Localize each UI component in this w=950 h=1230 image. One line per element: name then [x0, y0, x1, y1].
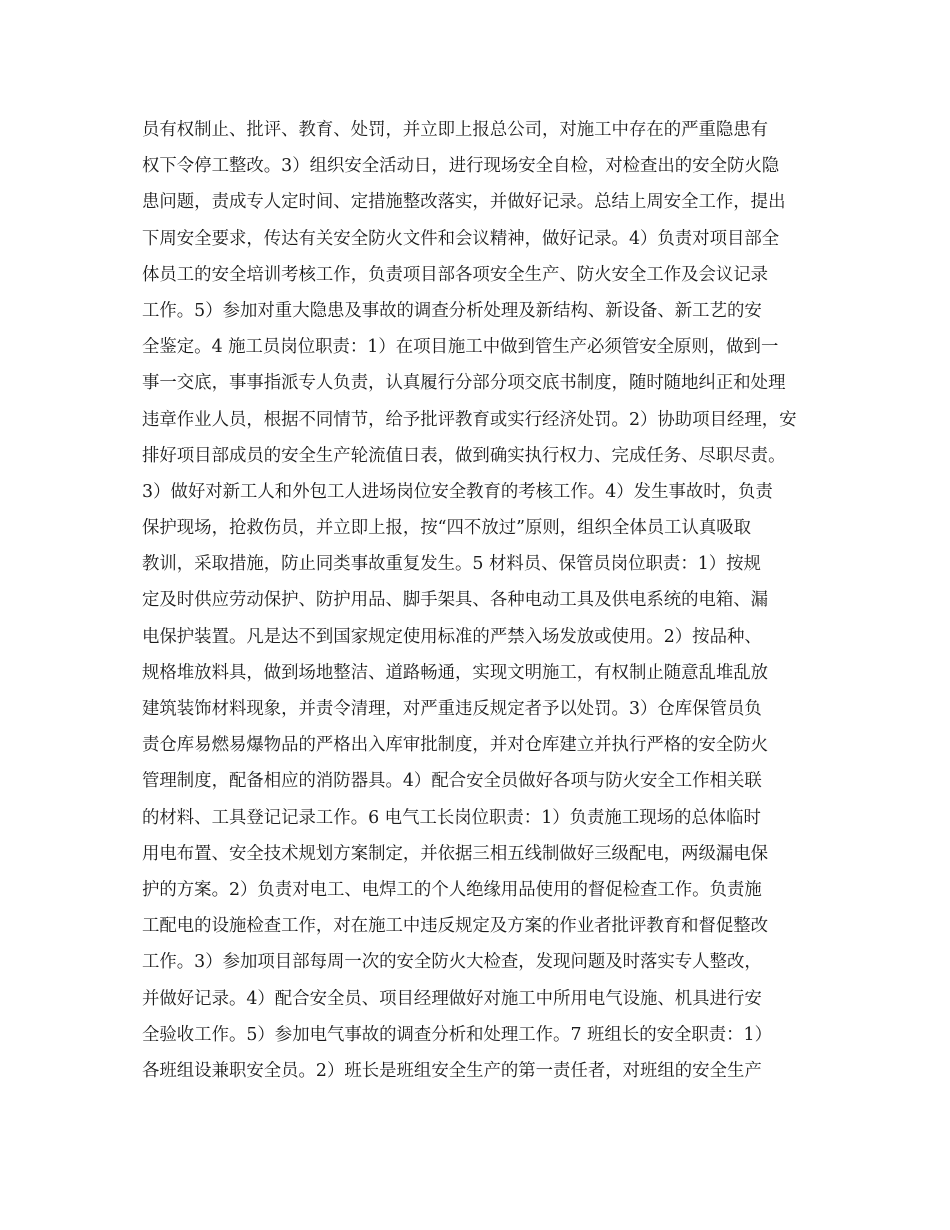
text-line: 责仓库易燃易爆物品的严格出入库审批制度，并对仓库建立并执行严格的安全防火 [142, 735, 769, 756]
text-line: 下周安全要求，传达有关安全防火文件和会议精神，做好记录。4）负责对项目部全 [142, 228, 780, 249]
text-line: 保护现场，抢救伤员，并立即上报，按“四不放过”原则，组织全体员工认真吸取 [142, 518, 752, 539]
body-text [142, 112, 842, 1089]
text-line: 全验收工作。5）参加电气事故的调查分析和处理工作。7 班组长的安全职责：1） [142, 1024, 773, 1045]
text-line: 患问题，责成专人定时间、定措施整改落实，并做好记录。总结上周安全工作，提出 [142, 192, 786, 213]
text-line: 工作。5）参加对重大隐患及事故的调查分析处理及新结构、新设备、新工艺的安 [142, 300, 762, 321]
text-line: 并做好记录。4）配合安全员、项目经理做好对施工中所用电气设施、机具进行安 [142, 988, 762, 1009]
text-line: 护的方案。2）负责对电工、电焊工的个人绝缘用品使用的督促检查工作。负责施 [142, 879, 762, 900]
text-line: 电保护装置。凡是达不到国家规定使用标准的严禁入场发放或使用。2）按品种、 [142, 626, 762, 647]
text-line: 管理制度，配备相应的消防器具。4）配合安全员做好各项与防火安全工作相关联 [142, 771, 762, 792]
text-line: 教训，采取措施，防止同类事故重复发生。5 材料员、保管员岗位职责：1）按规 [142, 554, 761, 575]
text-line: 定及时供应劳动保护、防护用品、脚手架具、各种电动工具及供电系统的电箱、漏 [142, 590, 769, 611]
text-line: 事一交底，事事指派专人负责，认真履行分部分项交底书制度，随时随地纠正和处理 [142, 373, 786, 394]
text-line: 体员工的安全培训考核工作，负责项目部各项安全生产、防火安全工作及会议记录 [142, 264, 769, 285]
text-line: 工配电的设施检查工作，对在施工中违反规定及方案的作业者批评教育和督促整改 [142, 916, 769, 937]
text-line: 规格堆放料具，做到场地整洁、道路畅通，实现文明施工，有权制止随意乱堆乱放 [142, 662, 769, 683]
text-line: 违章作业人员，根据不同情节，给予批评教育或实行经济处罚。2）协助项目经理，安 [142, 409, 797, 430]
text-line: 排好项目部成员的安全生产轮流值日表，做到确实执行权力、完成任务、尽职尽责。 [142, 445, 786, 466]
text-line: 建筑装饰材料现象，并责令清理，对严重违反规定者予以处罚。3）仓库保管员负 [142, 699, 762, 719]
text-line: 的材料、工具登记记录工作。6 电气工长岗位职责：1）负责施工现场的总体临时 [142, 807, 761, 828]
text-line: 权下令停工整改。3）组织安全活动日，进行现场安全自检，对检查出的安全防火隐 [142, 156, 780, 177]
text-line: 工作。3）参加项目部每周一次的安全防火大检查，发现问题及时落实专人整改， [142, 952, 762, 973]
text-line: 员有权制止、批评、教育、处罚，并立即上报总公司，对施工中存在的严重隐患有 [142, 120, 769, 140]
text-line: 全鉴定。4 施工员岗位职责：1）在项目施工中做到管生产必须管安全原则，做到一 [142, 337, 779, 358]
text-line: 用电布置、安全技术规划方案制定，并依据三相五线制做好三级配电，两级漏电保 [142, 843, 769, 864]
text-line: 3）做好对新工人和外包工人进场岗位安全教育的考核工作。4）发生事故时，负责 [142, 481, 773, 502]
text-line: 各班组设兼职安全员。2）班长是班组安全生产的第一责任者，对班组的安全生产 [142, 1060, 762, 1081]
